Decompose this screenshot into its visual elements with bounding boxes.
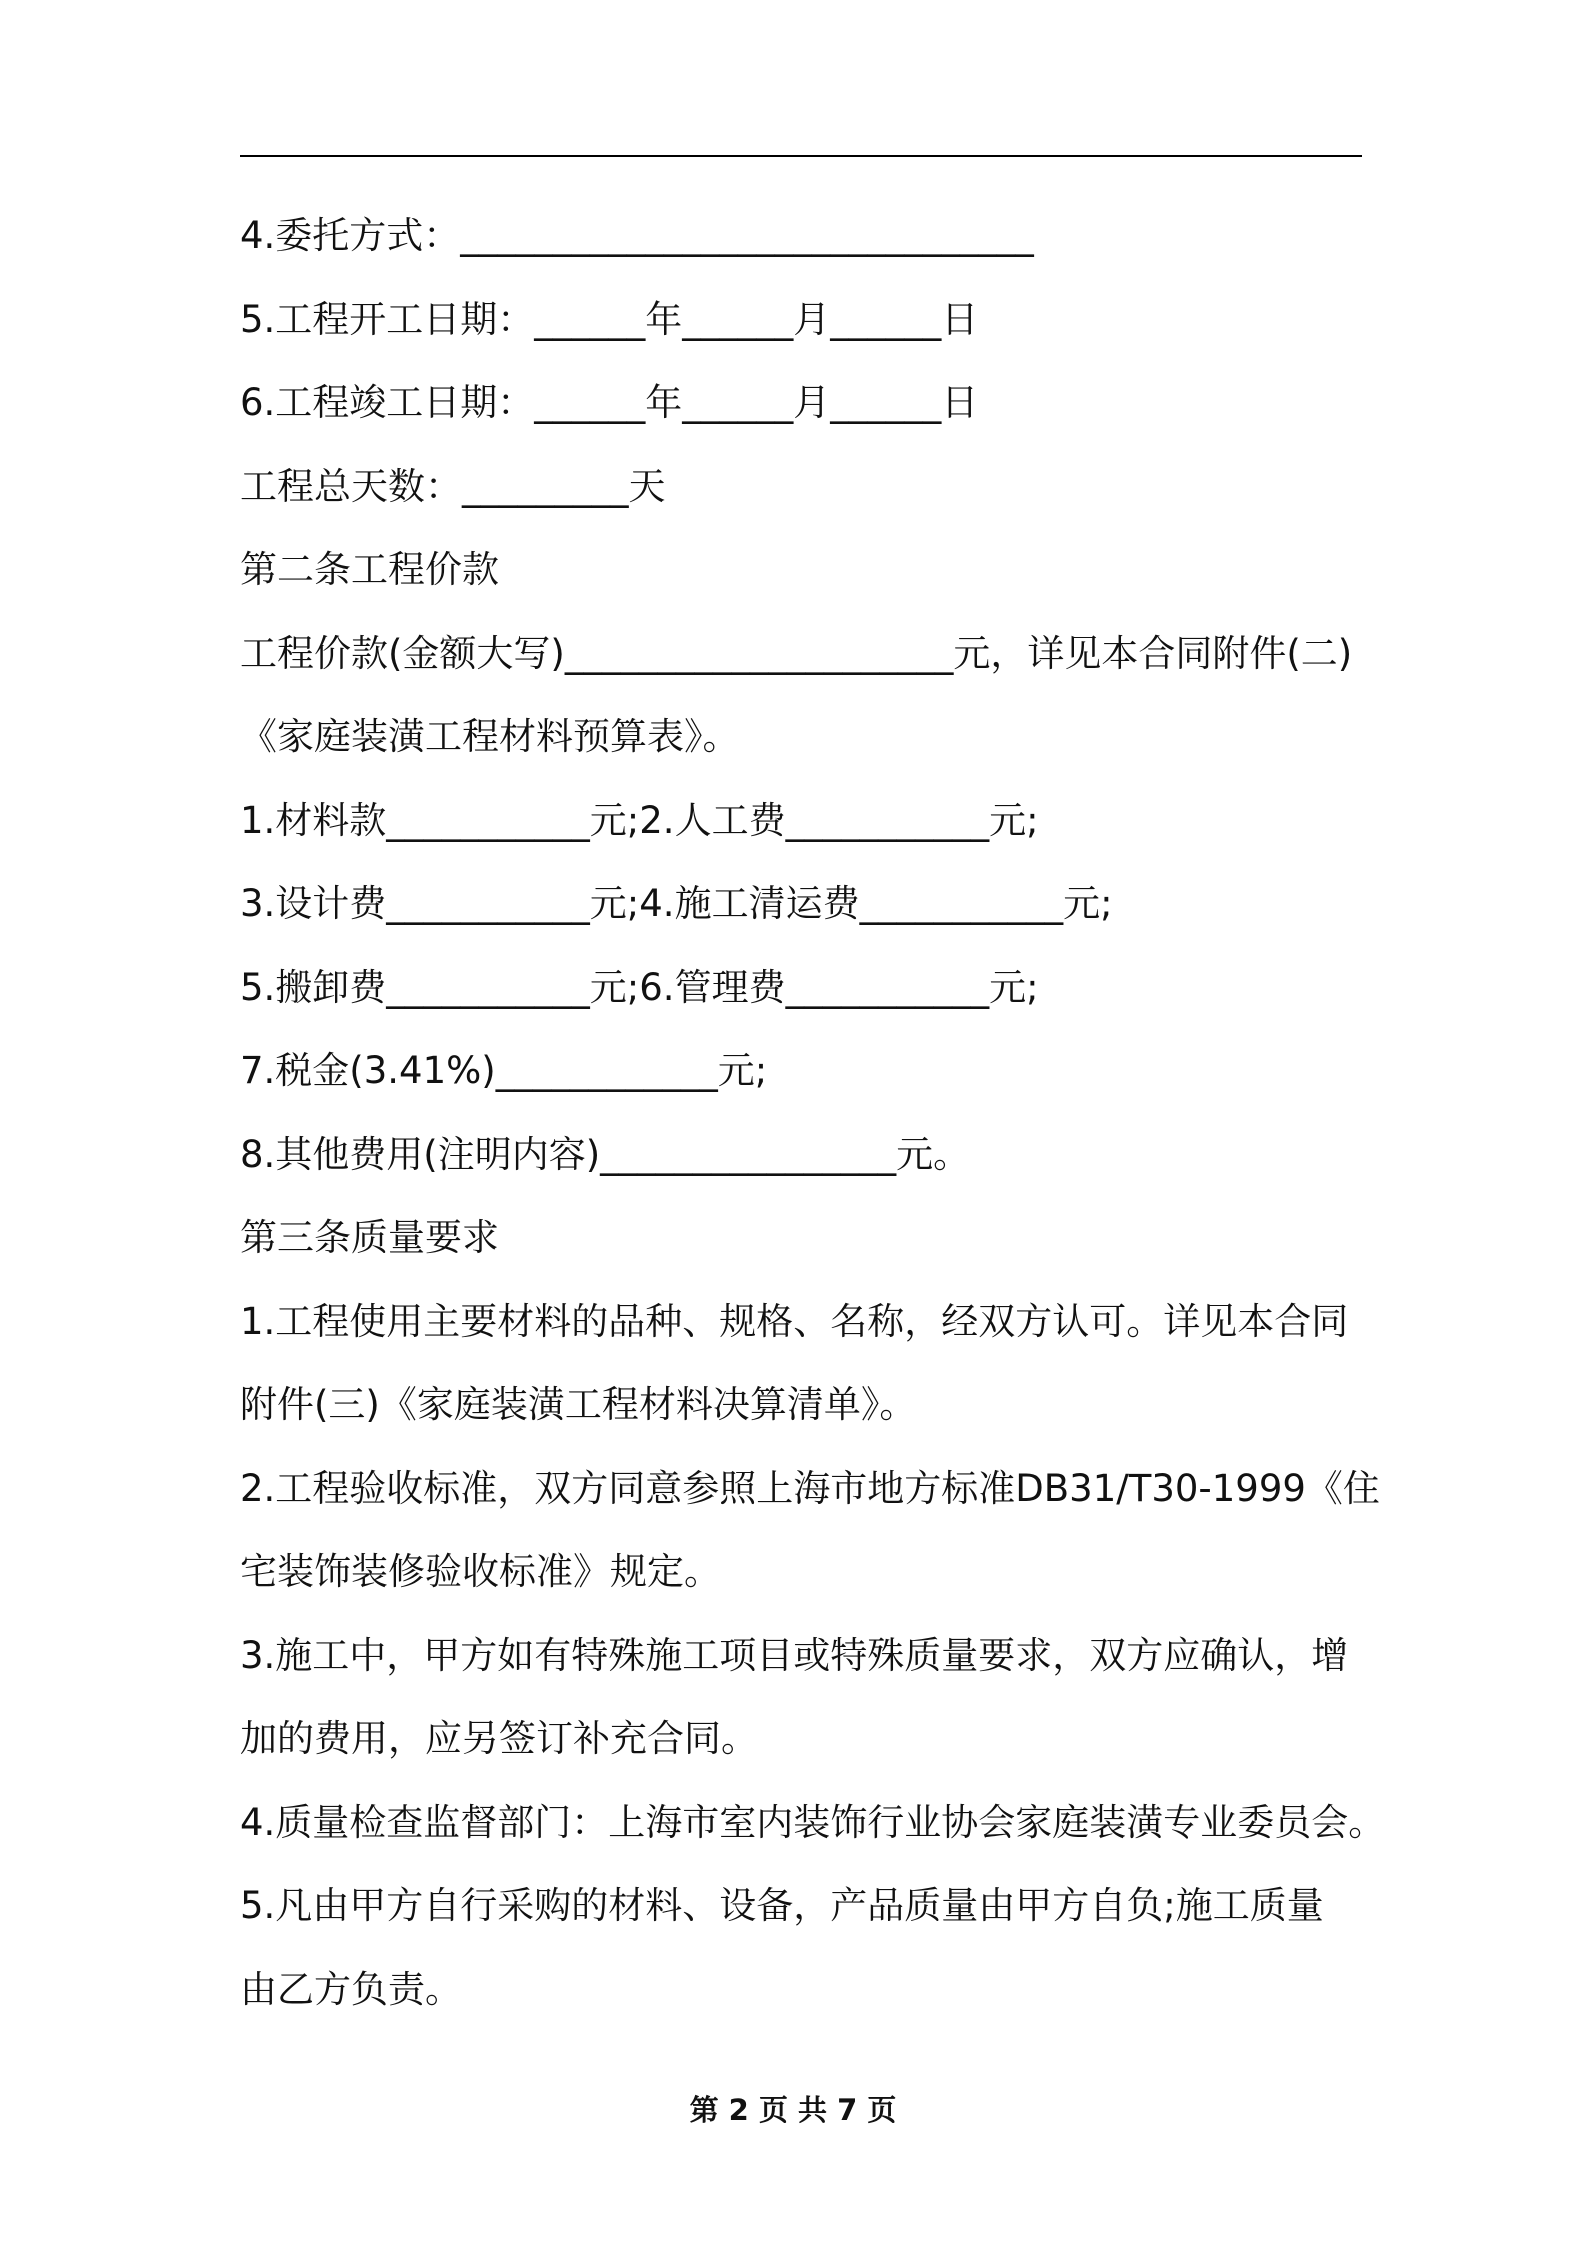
tax-line: 7.税金(3.41%)____________元;	[240, 1049, 768, 1092]
quality-item-4: 4.质量检查监督部门：上海市室内装饰行业协会家庭装潢专业委员会。	[240, 1800, 1386, 1844]
start-date-line: 5.工程开工日期：______年______月______日	[240, 297, 979, 341]
total-days-line: 工程总天数：_________天	[240, 464, 666, 508]
quality-item-5-cont: 由乙方负责。	[240, 1967, 462, 2011]
quality-item-3-cont: 加的费用，应另签订补充合同。	[240, 1717, 758, 1760]
quality-item-1-cont: 附件(三)《家庭装潢工程材料决算清单》。	[240, 1383, 917, 1426]
fee-line-1: 1.材料款___________元;2.人工费___________元;	[240, 798, 1039, 842]
project-price-line: 工程价款(金额大写)_____________________元，详见本合同附件(二)	[240, 631, 1353, 675]
article-2-heading: 第二条工程价款	[240, 548, 499, 591]
quality-item-3: 3.施工中，甲方如有特殊施工项目或特殊质量要求，双方应确认，增	[240, 1633, 1349, 1677]
document-body	[240, 194, 1386, 2031]
quality-item-2-cont: 宅装饰装修验收标准》规定。	[240, 1550, 721, 1593]
fee-line-3: 5.搬卸费___________元;6.管理费___________元;	[240, 965, 1039, 1009]
header-rule	[240, 155, 1362, 157]
quality-item-2: 2.工程验收标准，双方同意参照上海市地方标准DB31/T30-1999《住	[240, 1466, 1380, 1510]
delegation-method-line: 4.委托方式：_______________________________	[240, 214, 1034, 257]
page-number-footer: 第 2 页 共 7 页	[689, 2093, 897, 2127]
article-3-heading: 第三条质量要求	[240, 1216, 499, 1259]
project-price-line-cont: 《家庭装潢工程材料预算表》。	[240, 715, 740, 758]
quality-item-5: 5.凡由甲方自行采购的材料、设备，产品质量由甲方自负;施工质量	[240, 1884, 1324, 1927]
other-fees-line: 8.其他费用(注明内容)________________元。	[240, 1132, 971, 1176]
completion-date-line: 6.工程竣工日期：______年______月______日	[240, 381, 979, 424]
quality-item-1: 1.工程使用主要材料的品种、规格、名称，经双方认可。详见本合同	[240, 1299, 1349, 1343]
fee-line-2: 3.设计费___________元;4.施工清运费___________元;	[240, 882, 1113, 925]
